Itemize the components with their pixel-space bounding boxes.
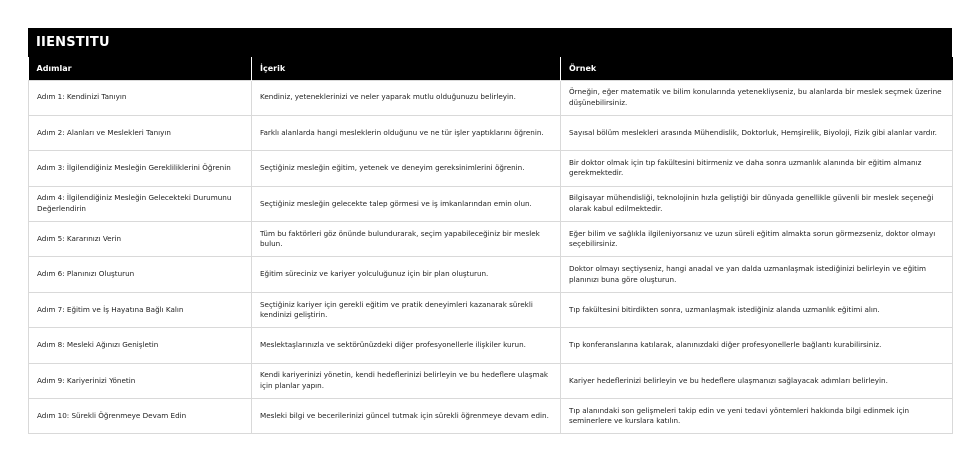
content-cell: Kendi kariyerinizi yönetin, kendi hedeflerinizi belirleyin ve bu hedeflere ulaşmak için planlar yapın.: [252, 363, 561, 398]
table-row: [29, 399, 953, 434]
step-cell: Adım 6: Planınızı Oluşturun: [29, 257, 252, 292]
step-cell: Adım 7: Eğitim ve İş Hayatına Bağlı Kalın: [29, 292, 252, 327]
step-cell: Adım 8: Mesleki Ağınızı Genişletin: [29, 328, 252, 363]
example-cell: Örneğin, eğer matematik ve bilim konularında yetenekliyseniz, bu alanlarda bir meslek seçmek üzerine düşünebilirsiniz.: [561, 80, 953, 115]
example-cell: Tıp alanındaki son gelişmeleri takip edin ve yeni tedavi yöntemleri hakkında bilgi edinmek için seminerlere ve kurslara katılın.: [561, 399, 953, 434]
content-cell: Meslektaşlarınızla ve sektörünüzdeki diğer profesyonellerle ilişkiler kurun.: [252, 328, 561, 363]
column-header-content: İçerik: [252, 57, 561, 80]
table-row: [29, 257, 953, 292]
step-cell: Adım 3: İlgilendiğiniz Mesleğin Gerekliliklerini Öğrenin: [29, 151, 252, 186]
table-row: [29, 292, 953, 327]
example-cell: Bir doktor olmak için tıp fakültesini bitirmeniz ve daha sonra uzmanlık alanında bir eğitim almanız gerekmektedir.: [561, 151, 953, 186]
table-row: [29, 186, 953, 221]
step-cell: Adım 2: Alanları ve Meslekleri Tanıyın: [29, 115, 252, 150]
content-wrapper: [28, 28, 952, 434]
example-cell: Sayısal bölüm meslekleri arasında Mühendislik, Doktorluk, Hemşirelik, Biyoloji, Fizik gibi alanlar vardır.: [561, 115, 953, 150]
example-cell: Bilgisayar mühendisliği, teknolojinin hızla geliştiği bir dünyada genellikle güvenli bir meslek seçeneği olarak kabul edilmektedir.: [561, 186, 953, 221]
career-steps-table: [28, 57, 953, 434]
column-header-example: Örnek: [561, 57, 953, 80]
table-row: [29, 80, 953, 115]
brand-header: [28, 28, 952, 57]
step-cell: Adım 5: Kararınızı Verin: [29, 222, 252, 257]
table-row: [29, 222, 953, 257]
content-cell: Farklı alanlarda hangi mesleklerin olduğunu ve ne tür işler yaptıklarını öğrenin.: [252, 115, 561, 150]
table-row: [29, 363, 953, 398]
example-cell: Tıp fakültesini bitirdikten sonra, uzmanlaşmak istediğiniz alanda uzmanlık eğitimi alın.: [561, 292, 953, 327]
content-cell: Tüm bu faktörleri göz önünde bulundurarak, seçim yapabileceğiniz bir meslek bulun.: [252, 222, 561, 257]
content-cell: Seçtiğiniz kariyer için gerekli eğitim ve pratik deneyimleri kazanarak sürekli kendinizi geliştirin.: [252, 292, 561, 327]
example-cell: Kariyer hedeflerinizi belirleyin ve bu hedeflere ulaşmanızı sağlayacak adımları belirleyin.: [561, 363, 953, 398]
column-header-steps: Adımlar: [29, 57, 252, 80]
content-cell: Kendiniz, yeteneklerinizi ve neler yaparak mutlu olduğunuzu belirleyin.: [252, 80, 561, 115]
table-row: [29, 151, 953, 186]
content-cell: Seçtiğiniz mesleğin eğitim, yetenek ve deneyim gereksinimlerini öğrenin.: [252, 151, 561, 186]
example-cell: Doktor olmayı seçtiyseniz, hangi anadal ve yan dalda uzmanlaşmak istediğinizi belirleyin ve eğitim planınızı buna göre oluşturun.: [561, 257, 953, 292]
step-cell: Adım 1: Kendinizi Tanıyın: [29, 80, 252, 115]
table-row: [29, 115, 953, 150]
content-cell: Mesleki bilgi ve becerilerinizi güncel tutmak için sürekli öğrenmeye devam edin.: [252, 399, 561, 434]
brand-title: IIENSTITU: [36, 35, 110, 50]
example-cell: Tıp konferanslarına katılarak, alanınızdaki diğer profesyonellerle bağlantı kurabilirsiniz.: [561, 328, 953, 363]
example-cell: Eğer bilim ve sağlıkla ilgileniyorsanız ve uzun süreli eğitim almakta sorun görmezseniz, doktor olmayı seçebilirsiniz.: [561, 222, 953, 257]
content-cell: Eğitim süreciniz ve kariyer yolculuğunuz için bir plan oluşturun.: [252, 257, 561, 292]
step-cell: Adım 9: Kariyerinizi Yönetin: [29, 363, 252, 398]
table-row: [29, 328, 953, 363]
content-cell: Seçtiğiniz mesleğin gelecekte talep görmesi ve iş imkanlarından emin olun.: [252, 186, 561, 221]
step-cell: Adım 4: İlgilendiğiniz Mesleğin Gelecekteki Durumunu Değerlendirin: [29, 186, 252, 221]
table-header-row: [29, 57, 953, 80]
step-cell: Adım 10: Sürekli Öğrenmeye Devam Edin: [29, 399, 252, 434]
